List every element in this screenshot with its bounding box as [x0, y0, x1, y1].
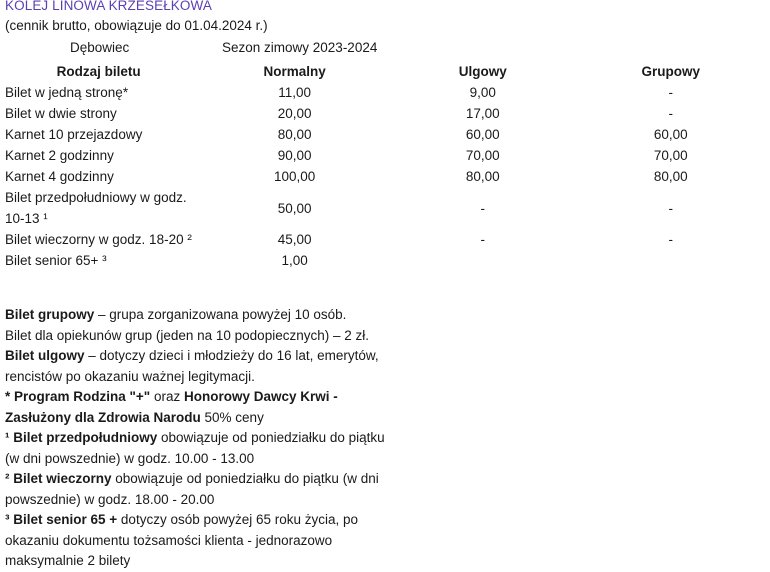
note-family-text: 50% ceny: [200, 409, 264, 425]
table-row: [2, 145, 770, 166]
price-reduced: 70,00: [465, 148, 500, 163]
note-evening-title: ² Bilet wieczorny: [5, 471, 112, 486]
note-reduced: [5, 346, 385, 387]
note-senior-title: ³ Bilet senior 65 +: [5, 512, 118, 527]
ticket-name: Bilet wieczorny w godz. 18-20 ²: [5, 232, 192, 247]
note-group: [5, 305, 385, 326]
notes-section: [5, 305, 385, 572]
season-label: Sezon zimowy 2023-2024: [222, 40, 378, 55]
note-donor-title: Honorowy Dawcy Krwi - Zasłużony dla Zdrowia Narodu: [5, 389, 338, 425]
price-normal: 80,00: [277, 127, 312, 142]
ticket-name: Bilet w jedną stronę*: [5, 85, 129, 100]
price-normal: 45,00: [277, 232, 312, 247]
ticket-name: Karnet 10 przejazdowy: [5, 127, 143, 142]
price-reduced: 60,00: [465, 127, 500, 142]
price-group: [572, 250, 770, 271]
note-morning-title: ¹ Bilet przedpołudniowy: [5, 430, 158, 445]
price-reduced: -: [480, 232, 486, 247]
table-row: [2, 124, 770, 145]
price-note: (cennik brutto, obowiązuje do 01.04.2024 r.): [5, 18, 268, 33]
note-group-title: Bilet grupowy: [5, 307, 95, 322]
page-title: KOLEJ LINOWA KRZESEŁKOWA: [5, 0, 212, 13]
price-normal: 1,00: [281, 253, 308, 268]
ticket-name: Bilet w dwie strony: [5, 106, 117, 121]
note-senior: [5, 510, 385, 572]
note-evening: [5, 469, 385, 510]
note-reduced-text: – dotyczy dzieci i młodzieży do 16 lat, emerytów, rencistów po okazaniu ważnej legitymacji.: [5, 348, 379, 384]
price-group: 80,00: [653, 169, 688, 184]
price-group: 60,00: [653, 127, 688, 142]
price-table: [2, 60, 770, 271]
note-guardians: [5, 326, 385, 347]
ticket-name: Bilet przedpołudniowy w godz. 10-13 ¹: [5, 190, 187, 226]
table-header-row: [2, 60, 770, 82]
note-reduced-title: Bilet ulgowy: [5, 348, 85, 363]
ticket-name: Karnet 2 godzinny: [5, 148, 114, 163]
price-group: -: [668, 232, 674, 247]
table-row: [2, 82, 770, 103]
note-evening-text: obowiązuje od poniedziałku do piątku (w dni powszednie) w godz. 18.00 - 20.00: [5, 471, 379, 507]
price-group: 70,00: [653, 148, 688, 163]
price-reduced: [394, 250, 571, 271]
price-group: -: [668, 106, 674, 121]
price-normal: 90,00: [277, 148, 312, 163]
note-senior-text: dotyczy osób powyżej 65 roku życia, po okazaniu dokumentu tożsamości klienta - jednorazowo maksymalnie 2 bilety: [5, 512, 359, 568]
table-row: [2, 187, 770, 229]
column-header-normal: Normalny: [263, 63, 326, 79]
column-header-type: Rodzaj biletu: [56, 63, 141, 79]
price-group: -: [668, 85, 674, 100]
note-family: [5, 387, 385, 428]
price-reduced: 17,00: [465, 106, 500, 121]
price-reduced: -: [480, 200, 486, 216]
note-family-mid: oraz: [150, 389, 184, 404]
ticket-name: Karnet 4 godzinny: [5, 169, 114, 184]
note-family-title: * Program Rodzina "+": [5, 389, 151, 404]
price-normal: 50,00: [277, 200, 312, 216]
note-guardians-text: Bilet dla opiekunów grup (jeden na 10 podopiecznych) – 2 zł.: [5, 327, 369, 343]
price-group: -: [668, 200, 674, 216]
note-morning-text: obowiązuje od poniedziałku do piątku (w dni powszednie) w godz. 10.00 - 13.00: [5, 430, 385, 466]
table-row: [2, 103, 770, 124]
table-row: [2, 166, 770, 187]
price-normal: 20,00: [277, 106, 312, 121]
note-morning: [5, 428, 385, 469]
price-normal: 100,00: [274, 169, 316, 184]
column-header-reduced: Ulgowy: [458, 63, 507, 79]
ticket-name: Bilet senior 65+ ³: [5, 253, 107, 268]
location-label: Dębowiec: [70, 40, 130, 55]
price-reduced: 80,00: [465, 169, 500, 184]
column-header-group: Grupowy: [641, 63, 701, 79]
table-row: [2, 250, 770, 271]
note-group-text: – grupa zorganizowana powyżej 10 osób.: [94, 307, 347, 322]
price-normal: 11,00: [278, 85, 312, 100]
price-reduced: 9,00: [469, 85, 496, 100]
table-row: [2, 229, 770, 250]
